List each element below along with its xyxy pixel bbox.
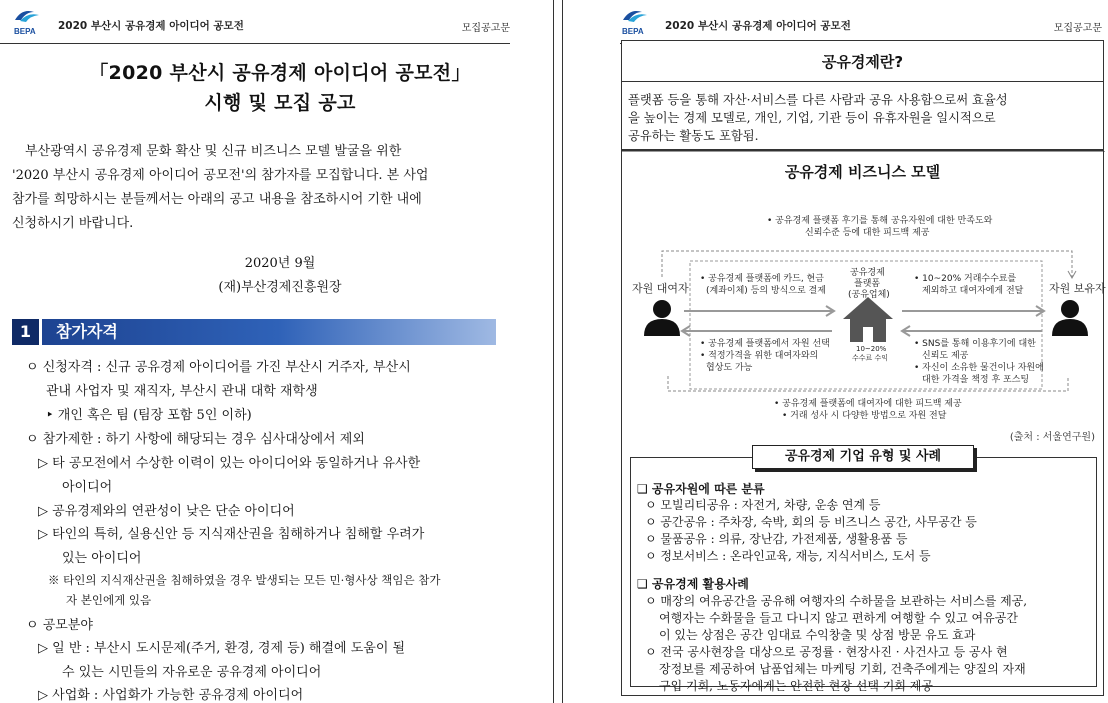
types-line: ㅇ 모빌리티공유 : 자전거, 차량, 운송 연계 등 [645,498,881,512]
types-heading: ❑ 공유자원에 따른 분류 [637,482,765,496]
cases-line: 이 있는 상점은 공간 임대료 수익창출 및 상점 방문 유도 효과 [659,628,976,642]
fee-label: 수수료 수익 [852,354,889,362]
header-doc-type: 모집공고문 [461,23,510,34]
footnote-line: 자 본인에게 있음 [66,593,152,607]
page-header [0,0,510,44]
company-types-title: 공유경제 기업 유형 및 사례 [752,445,974,469]
footnote-line: ※ 타인의 지식재산권을 침해하였을 경우 발생되는 모든 민·형사상 책임은 참가 [48,573,441,587]
restriction-line: ㅇ 참가제한 : 하기 사항에 해당되는 경우 심사대상에서 제외 [26,432,365,447]
bepa-logo [12,6,42,36]
selection-note: • 공유경제 플랫폼에서 자원 선택 [700,339,830,349]
category-line: ▷ 사업화 : 사업화가 가능한 공유경제 아이디어 [38,688,304,703]
definition-line: 공유하는 활동도 포함됨. [628,129,759,143]
definition-text [628,91,1098,145]
diagram-source: (출처 : 서울연구원) [1009,432,1095,443]
intro-line: 신청하시기 바랍니다. [12,216,134,231]
definition-line: 을 높이는 경제 모델로, 개인, 기업, 기관 등이 유휴자원을 일시적으로 [628,111,996,125]
document-page-right [563,0,1108,703]
selection-note: 협상도 가능 [706,363,753,373]
page-gap [553,0,563,703]
diagram-top-note: • 공유경제 플랫폼 후기를 통해 공유자원에 대한 만족도와 [767,216,993,226]
category-line: ▷ 일 반 : 부산시 도시문제(주거, 환경, 경제 등) 해결에 도움이 될 [38,641,406,656]
diagram-bottom-note: • 거래 성사 시 다양한 방법으로 자원 전달 [782,411,947,421]
cases-line: 구입 기회, 노동자에게는 안전한 현장 선택 기회 제공 [659,679,933,693]
intro-line: 부산광역시 공유경제 문화 확산 및 신규 비즈니스 모델 발굴을 위한 [25,144,402,159]
announcement-date: 2020년 9월 [244,256,316,271]
resource-lender-label: 자원 대여자 [632,282,689,295]
cases-heading: ❑ 공유경제 활용사례 [637,577,749,591]
eligibility-line: ‣ 개인 혹은 팀 (팀장 포함 5인 이하) [46,408,252,423]
restriction-line: 있는 아이디어 [62,551,142,566]
header-title: 2020 부산시 공유경제 아이디어 공모전 [665,20,851,32]
person-icon-owner [1052,300,1088,336]
intro-line: '2020 부산시 공유경제 아이디어 공모전'의 참가자를 모집합니다. 본 사업 [12,168,429,183]
cases-line: 여행자는 수화물을 들고 다니지 않고 편하게 여행할 수 있고 여유공간 [659,611,1018,625]
category-line: ㅇ 공모분야 [26,618,93,633]
transfer-note: 제외하고 대여자에게 전달 [922,286,1024,296]
sharing-economy-definition-box [621,40,1104,150]
diagram-bottom-note: • 공유경제 플랫폼에 대여자에 대한 피드백 제공 [774,399,962,409]
page-header [620,0,1102,44]
definition-line: 플랫폼 등을 통해 자산·서비스를 다른 사람과 공유 사용함으로써 효율성 [628,93,1008,107]
eligibility-line: 관내 사업자 및 재직자, 부산시 관내 대학 재학생 [46,384,318,399]
restriction-line: ▷ 타 공모전에서 수상한 이력이 있는 아이디어와 동일하거나 유사한 [38,456,421,471]
category-line: 수 있는 시민들의 자유로운 공유경제 아이디어 [62,665,322,680]
intro-paragraph [12,140,494,236]
bepa-logo [620,6,650,36]
cases-line: ㅇ 전국 공사현장을 대상으로 공정률 · 현장사진 · 사건사고 등 공사 현 [645,645,1008,659]
sns-note: • SNS를 통해 이용후기에 대한 [914,339,1036,349]
header-doc-type: 모집공고문 [1053,23,1102,34]
types-line: ㅇ 물품공유 : 의류, 장난감, 가전제품, 생활용품 등 [645,532,908,546]
sns-note: • 자신이 소유한 물건이나 자원에 [914,363,1044,373]
business-model-title: 공유경제 비즈니스 모델 [784,163,941,181]
payment-note: (계좌이체) 등의 방식으로 결제 [706,286,826,296]
cases-line: 장정보를 제공하여 납품업체는 마케팅 기회, 건축주에게는 양질의 자재 [659,662,1026,676]
section-title: 참가자격 [56,322,118,341]
types-line: ㅇ 정보서비스 : 온라인교육, 재능, 지식서비스, 도서 등 [645,549,931,563]
person-icon-lender [644,300,680,336]
cases-line: ㅇ 매장의 여유공간을 공유해 여행자의 수하물을 보관하는 서비스를 제공, [645,594,1028,608]
intro-line: 참가를 희망하시는 분들께서는 아래의 공고 내용을 참조하시어 기한 내에 [12,192,422,207]
transfer-note: • 10~20% 거래수수료를 [914,274,1017,284]
restriction-line: ▷ 타인의 특허, 실용신안 등 지식재산권을 침해하거나 침해할 우려가 [38,527,425,542]
document-page-left [0,0,553,703]
section-number: 1 [12,319,42,345]
diagram-top-note: 신뢰수준 등에 대한 피드백 제공 [805,228,930,238]
section-header-eligibility [12,319,496,345]
business-model-box [621,150,1104,696]
announcing-organization: (재)부산경제진흥원장 [218,280,342,295]
platform-label: (공유업체) [848,290,890,300]
platform-label: 플랫폼 [854,279,881,289]
eligibility-line: ㅇ 신청자격 : 신규 공유경제 아이디어를 가진 부산시 거주자, 부산시 [26,360,411,375]
logo-text: BEPA [622,27,644,36]
divider [622,81,1103,82]
payment-note: • 공유경제 플랫폼에 카드, 현금 [700,274,824,284]
document-title-line1: 「2020 부산시 공유경제 아이디어 공모전」 [89,62,471,84]
selection-note: • 적정가격을 위한 대여자와의 [700,351,819,361]
definition-title: 공유경제란? [821,53,904,71]
restriction-line: 아이디어 [62,480,113,495]
sns-note: 신뢰도 제공 [922,351,969,361]
header-title: 2020 부산시 공유경제 아이디어 공모전 [58,20,244,32]
resource-owner-label: 자원 보유자 [1049,282,1106,295]
document-title-line2: 시행 및 모집 공고 [204,92,356,114]
restriction-line: ▷ 공유경제와의 연관성이 낮은 단순 아이디어 [38,504,295,519]
types-line: ㅇ 공간공유 : 주차장, 숙박, 회의 등 비즈니스 공간, 사무공간 등 [645,515,977,529]
sns-note: 대한 가격을 책정 후 포스팅 [922,375,1030,385]
house-icon [843,297,893,342]
logo-text: BEPA [14,27,36,36]
fee-label: 10~20% [856,345,887,353]
platform-label: 공유경제 [850,268,885,278]
company-types-box [630,457,1097,693]
